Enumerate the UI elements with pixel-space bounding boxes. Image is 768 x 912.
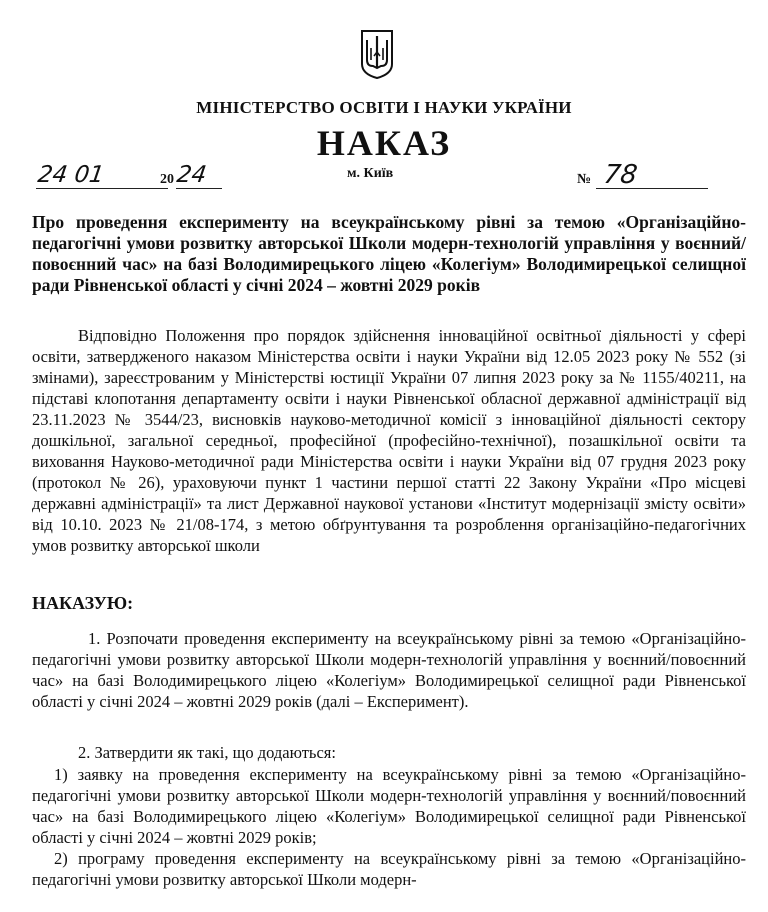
trident-coat-of-arms-icon xyxy=(359,28,395,80)
number-underline xyxy=(596,188,708,189)
item-1-text: 1. Розпочати проведення експерименту на всеукраїнському рівні за темою «Організаційно-педагогічні умови розвитку авторської Школи модерн-технологій управління у воєнний/повоєнний час» на базі Володимирецького ліцею «Колегіум» Володимирецької селищної ради Рівненської області у січні 2024 – жовтні 2029 років (далі – Експеримент). xyxy=(32,629,746,711)
handwritten-date: 24 01 xyxy=(36,162,106,188)
year-underline xyxy=(176,188,222,189)
order-subject: Про проведення експерименту на всеукраїнському рівні за темою «Організаційно-педагогічні умови розвитку авторської Школи модерн-технологій управління у воєнний/повоєнний час» на базі Володимирецького ліцею «Колегіум» Володимирецької селищної ради Рівненської області у січні 2024 – жовтні 2029 років xyxy=(32,212,746,295)
date-underline xyxy=(36,188,168,189)
city: м. Київ xyxy=(347,166,394,181)
item-2-paragraph: 2. Затвердити як такі, що додаються: xyxy=(78,743,336,762)
ministry-heading: МІНІСТЕРСТВО ОСВІТИ І НАУКИ УКРАЇНИ xyxy=(196,98,572,117)
number-prefix: № xyxy=(577,172,592,187)
handwritten-number: 78 xyxy=(601,160,640,190)
year-prefix: 20 xyxy=(160,172,174,187)
item-2-2-paragraph: 2) програму проведення експерименту на всеукраїнському рівні за темою «Організаційно-педагогічні умови розвитку авторської Школи модерн- xyxy=(32,849,746,889)
document-title: НАКАЗ xyxy=(316,123,452,163)
order-heading: НАКАЗУЮ: xyxy=(32,593,134,613)
handwritten-year: 24 xyxy=(175,162,209,188)
preamble-paragraph: Відповідно Положення про порядок здійснення інноваційної освітньої діяльності у сфері освіти, затвердженого наказом Міністерства освіти і науки України від 12.05 2023 року № 552 (зі змінами), зареєстрованим у Міністерстві юстиції України 07 липня 2023 року за № 1155/40211, на підставі клопотання департаменту освіти і науки Рівненської обласної державної адміністрації від 23.11.2023 № 3544/23, висновків науково-методичної комісії з інноваційної діяльності сектору дошкільної, загальної середньої, професійної (професійно-технічної), позашкільної освіти та виховання Науково-методичної ради Міністерства освіти і науки України від 07 грудня 2023 року (протокол № 26), ураховуючи пункт 1 частини першої статті 22 Закону України «Про місцеві державні адміністрації» та лист Державної наукової установи «Інститут модернізації змісту освіти» від 10.10. 2023 № 21/08-174, з метою обґрунтування та розроблення організаційно-педагогічних умов розвитку авторської школи xyxy=(32,326,746,555)
item-2-1-paragraph: 1) заявку на проведення експерименту на всеукраїнському рівні за темою «Організаційно-педагогічні умови розвитку авторської Школи модерн-технологій управління у воєнний/повоєнний час» на базі Володимирецького ліцею «Колегіум» Володимирецької селищної ради Рівненської області у січні 2024 – жовтні 2029 років; xyxy=(32,765,746,847)
item-1-paragraph xyxy=(32,628,746,712)
date-number-bar xyxy=(0,160,768,194)
